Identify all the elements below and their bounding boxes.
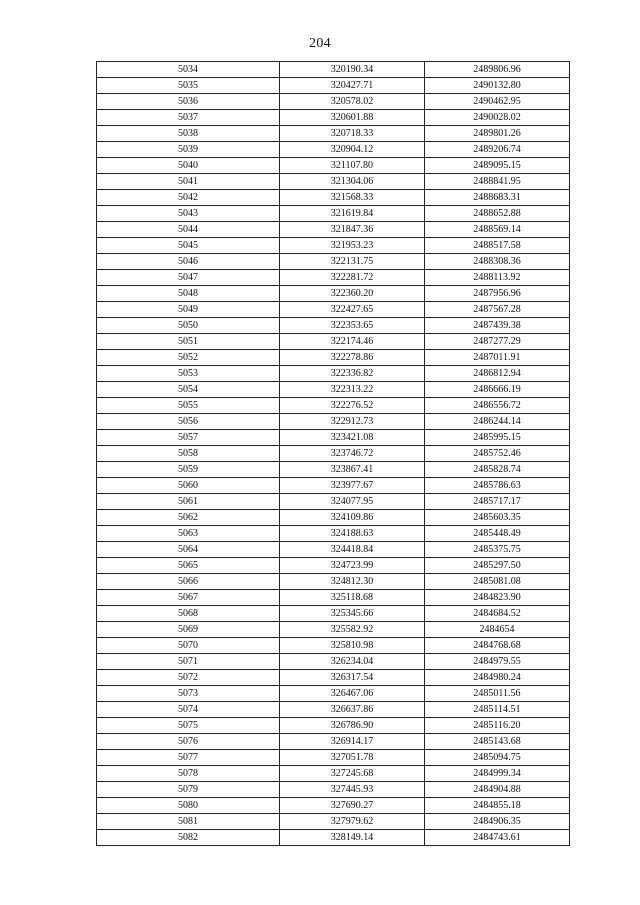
table-row (97, 110, 570, 126)
point-number-cell: 5034 (97, 62, 280, 78)
table-row (97, 766, 570, 782)
y-coordinate-cell: 2485448.49 (425, 526, 570, 542)
point-number-cell: 5082 (97, 830, 280, 846)
y-coordinate-cell: 2488569.14 (425, 222, 570, 238)
y-coordinate-cell: 2489801.26 (425, 126, 570, 142)
point-number-cell: 5041 (97, 174, 280, 190)
x-coordinate-cell: 321953.23 (280, 238, 425, 254)
x-coordinate-cell: 322427.65 (280, 302, 425, 318)
point-number-cell: 5046 (97, 254, 280, 270)
x-coordinate-cell: 322336.82 (280, 366, 425, 382)
table-row (97, 638, 570, 654)
x-coordinate-cell: 320718.33 (280, 126, 425, 142)
table-row (97, 670, 570, 686)
y-coordinate-cell: 2484654 (425, 622, 570, 638)
x-coordinate-cell: 322281.72 (280, 270, 425, 286)
y-coordinate-cell: 2488517.58 (425, 238, 570, 254)
x-coordinate-cell: 324723.99 (280, 558, 425, 574)
y-coordinate-cell: 2490462.95 (425, 94, 570, 110)
y-coordinate-cell: 2487567.28 (425, 302, 570, 318)
y-coordinate-cell: 2484904.88 (425, 782, 570, 798)
table-row (97, 606, 570, 622)
table-row (97, 734, 570, 750)
y-coordinate-cell: 2485603.35 (425, 510, 570, 526)
point-number-cell: 5044 (97, 222, 280, 238)
point-number-cell: 5067 (97, 590, 280, 606)
table-row (97, 622, 570, 638)
point-number-cell: 5056 (97, 414, 280, 430)
table-row (97, 350, 570, 366)
table-row (97, 590, 570, 606)
x-coordinate-cell: 322276.52 (280, 398, 425, 414)
x-coordinate-cell: 320427.71 (280, 78, 425, 94)
table-row (97, 814, 570, 830)
point-number-cell: 5079 (97, 782, 280, 798)
point-number-cell: 5047 (97, 270, 280, 286)
table-row (97, 462, 570, 478)
y-coordinate-cell: 2488683.31 (425, 190, 570, 206)
x-coordinate-cell: 327051.78 (280, 750, 425, 766)
y-coordinate-cell: 2485114.51 (425, 702, 570, 718)
page-number: 204 (309, 36, 331, 51)
point-number-cell: 5076 (97, 734, 280, 750)
y-coordinate-cell: 2485786.63 (425, 478, 570, 494)
table-row (97, 238, 570, 254)
table-row (97, 62, 570, 78)
point-number-cell: 5059 (97, 462, 280, 478)
table-row (97, 654, 570, 670)
y-coordinate-cell: 2486812.94 (425, 366, 570, 382)
x-coordinate-cell: 326914.17 (280, 734, 425, 750)
point-number-cell: 5038 (97, 126, 280, 142)
x-coordinate-cell: 322278.86 (280, 350, 425, 366)
x-coordinate-cell: 327690.27 (280, 798, 425, 814)
point-number-cell: 5066 (97, 574, 280, 590)
table-row (97, 382, 570, 398)
x-coordinate-cell: 326467.06 (280, 686, 425, 702)
point-number-cell: 5052 (97, 350, 280, 366)
x-coordinate-cell: 324077.95 (280, 494, 425, 510)
table-row (97, 126, 570, 142)
table-row (97, 414, 570, 430)
y-coordinate-cell: 2488841.95 (425, 174, 570, 190)
point-number-cell: 5074 (97, 702, 280, 718)
point-number-cell: 5042 (97, 190, 280, 206)
x-coordinate-cell: 321619.84 (280, 206, 425, 222)
x-coordinate-cell: 326234.04 (280, 654, 425, 670)
table-row (97, 334, 570, 350)
point-number-cell: 5037 (97, 110, 280, 126)
point-number-cell: 5073 (97, 686, 280, 702)
y-coordinate-cell: 2488652.88 (425, 206, 570, 222)
x-coordinate-cell: 324188.63 (280, 526, 425, 542)
table-row (97, 510, 570, 526)
x-coordinate-cell: 321847.36 (280, 222, 425, 238)
x-coordinate-cell: 323977.67 (280, 478, 425, 494)
table-row (97, 494, 570, 510)
table-row (97, 830, 570, 846)
x-coordinate-cell: 322131.75 (280, 254, 425, 270)
y-coordinate-cell: 2484684.52 (425, 606, 570, 622)
point-number-cell: 5050 (97, 318, 280, 334)
point-number-cell: 5058 (97, 446, 280, 462)
table-row (97, 302, 570, 318)
y-coordinate-cell: 2487011.91 (425, 350, 570, 366)
table-row (97, 174, 570, 190)
point-number-cell: 5064 (97, 542, 280, 558)
x-coordinate-cell: 325345.66 (280, 606, 425, 622)
x-coordinate-cell: 320601.88 (280, 110, 425, 126)
table-row (97, 542, 570, 558)
y-coordinate-cell: 2487439.38 (425, 318, 570, 334)
y-coordinate-cell: 2487956.96 (425, 286, 570, 302)
y-coordinate-cell: 2485094.75 (425, 750, 570, 766)
x-coordinate-cell: 325582.92 (280, 622, 425, 638)
point-number-cell: 5053 (97, 366, 280, 382)
point-number-cell: 5075 (97, 718, 280, 734)
point-number-cell: 5081 (97, 814, 280, 830)
point-number-cell: 5062 (97, 510, 280, 526)
point-number-cell: 5063 (97, 526, 280, 542)
x-coordinate-cell: 327245.68 (280, 766, 425, 782)
table-row (97, 158, 570, 174)
table-row (97, 366, 570, 382)
x-coordinate-cell: 320190.34 (280, 62, 425, 78)
y-coordinate-cell: 2485828.74 (425, 462, 570, 478)
table-row (97, 446, 570, 462)
x-coordinate-cell: 326317.54 (280, 670, 425, 686)
table-row (97, 142, 570, 158)
point-number-cell: 5080 (97, 798, 280, 814)
x-coordinate-cell: 323746.72 (280, 446, 425, 462)
y-coordinate-cell: 2485717.17 (425, 494, 570, 510)
point-number-cell: 5068 (97, 606, 280, 622)
x-coordinate-cell: 327445.93 (280, 782, 425, 798)
table-row (97, 286, 570, 302)
table-row (97, 222, 570, 238)
y-coordinate-cell: 2484823.90 (425, 590, 570, 606)
point-number-cell: 5043 (97, 206, 280, 222)
x-coordinate-cell: 326637.86 (280, 702, 425, 718)
table-row (97, 782, 570, 798)
y-coordinate-cell: 2490028.02 (425, 110, 570, 126)
y-coordinate-cell: 2486556.72 (425, 398, 570, 414)
y-coordinate-cell: 2489806.96 (425, 62, 570, 78)
x-coordinate-cell: 324418.84 (280, 542, 425, 558)
y-coordinate-cell: 2484979.55 (425, 654, 570, 670)
point-number-cell: 5051 (97, 334, 280, 350)
point-number-cell: 5069 (97, 622, 280, 638)
y-coordinate-cell: 2484768.68 (425, 638, 570, 654)
table-row (97, 702, 570, 718)
x-coordinate-cell: 325118.68 (280, 590, 425, 606)
point-number-cell: 5036 (97, 94, 280, 110)
point-number-cell: 5054 (97, 382, 280, 398)
y-coordinate-cell: 2485081.08 (425, 574, 570, 590)
x-coordinate-cell: 322912.73 (280, 414, 425, 430)
table-row (97, 750, 570, 766)
y-coordinate-cell: 2485995.15 (425, 430, 570, 446)
point-number-cell: 5055 (97, 398, 280, 414)
y-coordinate-cell: 2488113.92 (425, 270, 570, 286)
x-coordinate-cell: 321304.06 (280, 174, 425, 190)
y-coordinate-cell: 2489206.74 (425, 142, 570, 158)
x-coordinate-cell: 323421.08 (280, 430, 425, 446)
table-row (97, 190, 570, 206)
x-coordinate-cell: 321568.33 (280, 190, 425, 206)
point-number-cell: 5048 (97, 286, 280, 302)
point-number-cell: 5049 (97, 302, 280, 318)
coordinates-table (96, 61, 570, 846)
point-number-cell: 5077 (97, 750, 280, 766)
x-coordinate-cell: 324109.86 (280, 510, 425, 526)
table-row (97, 798, 570, 814)
y-coordinate-cell: 2485143.68 (425, 734, 570, 750)
y-coordinate-cell: 2485375.75 (425, 542, 570, 558)
y-coordinate-cell: 2486666.19 (425, 382, 570, 398)
x-coordinate-cell: 322174.46 (280, 334, 425, 350)
coordinates-table-body (97, 62, 570, 846)
y-coordinate-cell: 2485011.56 (425, 686, 570, 702)
point-number-cell: 5035 (97, 78, 280, 94)
y-coordinate-cell: 2484906.35 (425, 814, 570, 830)
x-coordinate-cell: 320904.12 (280, 142, 425, 158)
point-number-cell: 5060 (97, 478, 280, 494)
y-coordinate-cell: 2485116.20 (425, 718, 570, 734)
y-coordinate-cell: 2484980.24 (425, 670, 570, 686)
point-number-cell: 5078 (97, 766, 280, 782)
point-number-cell: 5057 (97, 430, 280, 446)
y-coordinate-cell: 2488308.36 (425, 254, 570, 270)
x-coordinate-cell: 327979.62 (280, 814, 425, 830)
table-row (97, 78, 570, 94)
x-coordinate-cell: 326786.90 (280, 718, 425, 734)
table-row (97, 206, 570, 222)
table-row (97, 430, 570, 446)
table-row (97, 686, 570, 702)
y-coordinate-cell: 2487277.29 (425, 334, 570, 350)
x-coordinate-cell: 324812.30 (280, 574, 425, 590)
x-coordinate-cell: 322360.20 (280, 286, 425, 302)
point-number-cell: 5072 (97, 670, 280, 686)
table-row (97, 254, 570, 270)
x-coordinate-cell: 325810.98 (280, 638, 425, 654)
table-row (97, 398, 570, 414)
y-coordinate-cell: 2484999.34 (425, 766, 570, 782)
x-coordinate-cell: 328149.14 (280, 830, 425, 846)
y-coordinate-cell: 2484743.61 (425, 830, 570, 846)
table-row (97, 574, 570, 590)
point-number-cell: 5040 (97, 158, 280, 174)
x-coordinate-cell: 322313.22 (280, 382, 425, 398)
x-coordinate-cell: 321107.80 (280, 158, 425, 174)
y-coordinate-cell: 2484855.18 (425, 798, 570, 814)
point-number-cell: 5065 (97, 558, 280, 574)
x-coordinate-cell: 322353.65 (280, 318, 425, 334)
table-row (97, 318, 570, 334)
table-row (97, 94, 570, 110)
point-number-cell: 5045 (97, 238, 280, 254)
x-coordinate-cell: 323867.41 (280, 462, 425, 478)
y-coordinate-cell: 2485752.46 (425, 446, 570, 462)
point-number-cell: 5061 (97, 494, 280, 510)
point-number-cell: 5039 (97, 142, 280, 158)
y-coordinate-cell: 2486244.14 (425, 414, 570, 430)
y-coordinate-cell: 2490132.80 (425, 78, 570, 94)
table-row (97, 718, 570, 734)
table-row (97, 270, 570, 286)
table-row (97, 558, 570, 574)
point-number-cell: 5071 (97, 654, 280, 670)
y-coordinate-cell: 2489095.15 (425, 158, 570, 174)
table-row (97, 478, 570, 494)
x-coordinate-cell: 320578.02 (280, 94, 425, 110)
y-coordinate-cell: 2485297.50 (425, 558, 570, 574)
table-row (97, 526, 570, 542)
point-number-cell: 5070 (97, 638, 280, 654)
